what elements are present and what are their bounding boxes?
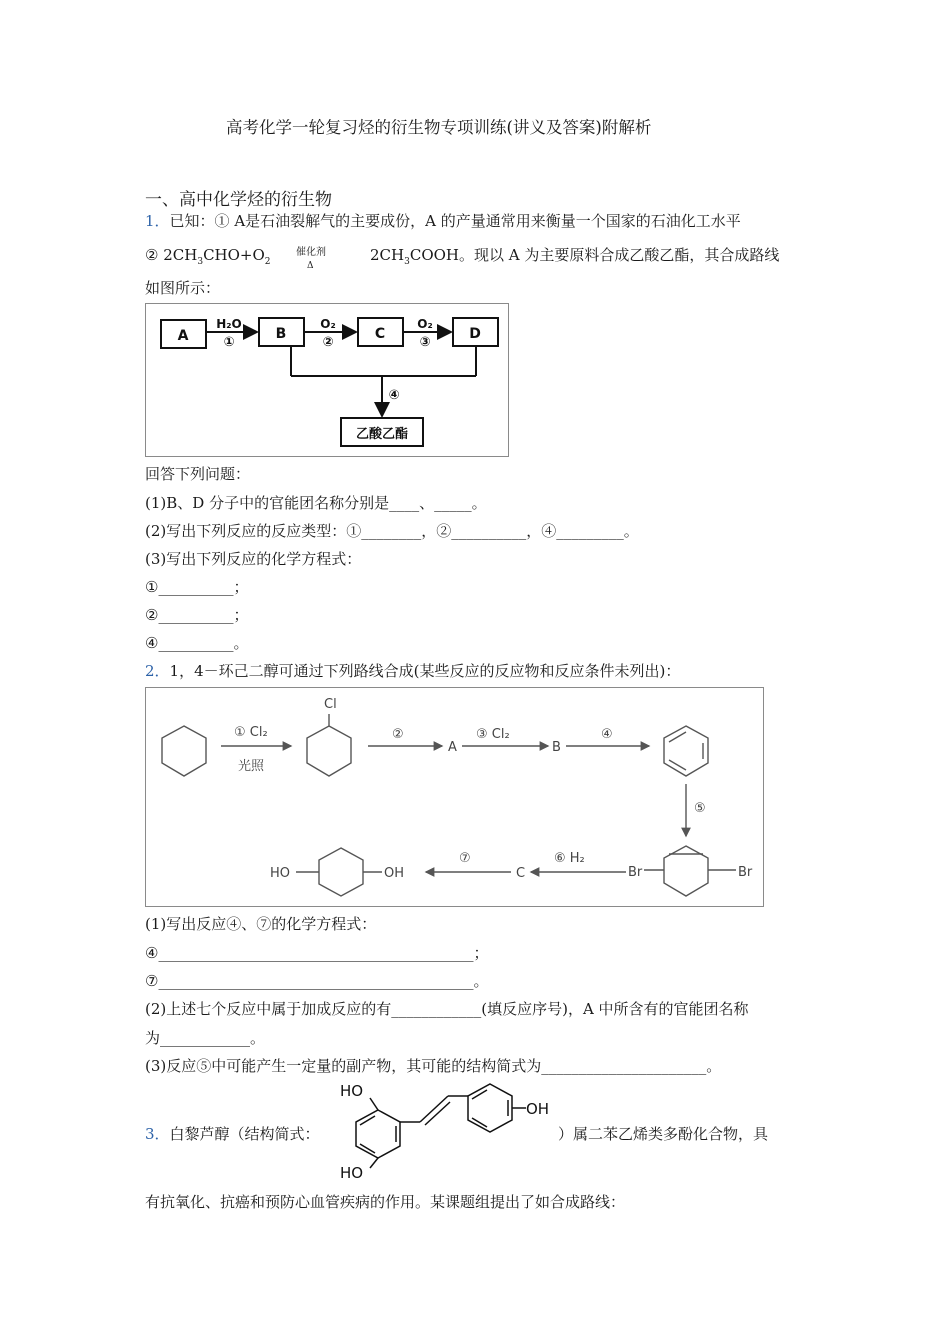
q1-sub2: (2)写出下列反应的反应类型：①________，②__________，④_________。 [145,522,639,540]
resveratrol-svg [330,1080,555,1180]
resveratrol-ring-right [468,1084,512,1132]
q2-number: 2． [145,662,170,680]
q3-text-c: 有抗氧化、抗癌和预防心血管疾病的作用。某课题组提出了如合成路线： [145,1193,626,1211]
q3-number: 3． [145,1125,170,1143]
q2-eq7-blank: ⑦__________________________________________。 [145,972,489,990]
box-ester-label: 乙酸乙酯 [355,427,409,442]
q3-text-b: ）属二苯乙烯类多酚化合物，具 [558,1125,769,1143]
q1-eq-sub3: 3 [404,257,410,267]
q1-eq-product-tail: COOH [409,246,459,264]
box-C-label: C [374,326,386,342]
benzene-ring [664,726,708,776]
q2-cond1: 光照 [238,759,265,774]
box-A-label: A [177,328,189,344]
box-D-label: D [469,326,481,342]
q1-prompt: 回答下列问题： [145,465,251,483]
step-4-label: ④ [388,388,400,403]
q1-eq-product: 2CH [370,246,405,264]
q2-C: C [516,866,526,881]
q1-heat-symbol: Δ [307,261,314,271]
step-2-label: ② [322,335,334,350]
resveratrol-oh-right: OH [526,1100,550,1118]
resveratrol-ho-bottom: HO [340,1164,364,1180]
step-3-label: ③ [419,335,431,350]
q2-oh-label: OH [384,866,405,881]
q1-eq4-blank: ④__________。 [145,634,249,652]
chlorocyclohexane-ring [307,726,351,776]
q2-intro-line [145,661,680,681]
document-title: 高考化学一轮复习烃的衍生物专项训练(讲义及答案)附解析 [226,118,652,137]
q1-eq2-blank: ②__________； [145,606,249,624]
resveratrol-ho-top: HO [340,1082,364,1100]
q2-step6: ⑥ H₂ [554,851,585,866]
q2-sub2b: 为____________。 [145,1029,266,1047]
q1-synthesis-diagram [145,303,509,457]
section-heading: 一、高中化学烃的衍生物 [145,190,332,210]
q1-diagram-svg [146,304,508,456]
q2-br-right: Br [738,865,753,880]
q2-diagram-svg [146,688,763,906]
q1-eq-sub: 3 [197,257,204,267]
q1-line1 [145,211,741,231]
q2-sub1: (1)写出反应④、⑦的化学方程式： [145,915,377,933]
q1-sub1: (1)B、D 分子中的官能团名称分别是____、_____。 [145,494,487,512]
q1-eq-suffix: 。现以 A 为主要原料合成乙酸乙酯，其合成路线 [459,246,780,264]
resveratrol-ring-left [356,1110,400,1158]
q2-eq4-blank: ④__________________________________________； [145,944,489,962]
q2-br-left: Br [628,865,643,880]
box-B-label: B [275,326,287,342]
q2-B: B [552,740,561,755]
q2-step1: ① Cl₂ [234,725,268,740]
q1-eq-reactant: ② 2CH [145,246,198,264]
q1-eq-product-group [370,245,779,272]
q2-step3: ③ Cl₂ [476,727,510,742]
q1-equation-line [145,245,271,272]
q2-sub2a: (2)上述七个反应中属于加成反应的有____________(填反应序号)，A 中所含有的官能团名称 [145,1000,749,1018]
q2-A: A [448,740,457,755]
reagent-1: H₂O [216,317,242,331]
step-1-label: ① [223,335,235,350]
cyclohexanediol-ring [319,848,363,896]
q1-eq1-blank: ①__________； [145,578,249,596]
q1-line3: 如图所示： [145,279,221,297]
q2-step7: ⑦ [459,851,471,866]
q1-sub3: (3)写出下列反应的化学方程式： [145,550,362,568]
q3-text-a: 白黎芦醇（结构简式： [169,1125,320,1143]
reagent-2: O₂ [320,317,336,331]
q2-synthesis-diagram [145,687,764,907]
q2-ho-label: HO [270,866,291,881]
q2-step5: ⑤ [694,801,706,816]
cyclohexane-ring [162,726,206,776]
reagent-3: O₂ [417,317,433,331]
q1-catalyst-label: 催化剂 [296,247,326,258]
q3-line1-start [145,1124,320,1144]
q1-number: 1． [145,212,170,230]
q2-sub3: (3)反应⑤中可能产生一定量的副产物，其可能的结构简式为______________________。 [145,1057,722,1075]
q1-given: 已知：① A是石油裂解气的主要成份，A 的产量通常用来衡量一个国家的石油化工水平 [169,212,741,230]
q2-intro: 1，4－环己二醇可通过下列路线合成(某些反应的反应物和反应条件未列出)： [169,662,681,680]
q2-step4: ④ [601,727,613,742]
q1-eq-sub2: 2 [264,257,271,267]
q2-cl-label: Cl [324,697,337,712]
resveratrol-structure [330,1080,555,1180]
q2-step2: ② [392,727,404,742]
q1-eq-mid: CHO+O [203,246,265,264]
